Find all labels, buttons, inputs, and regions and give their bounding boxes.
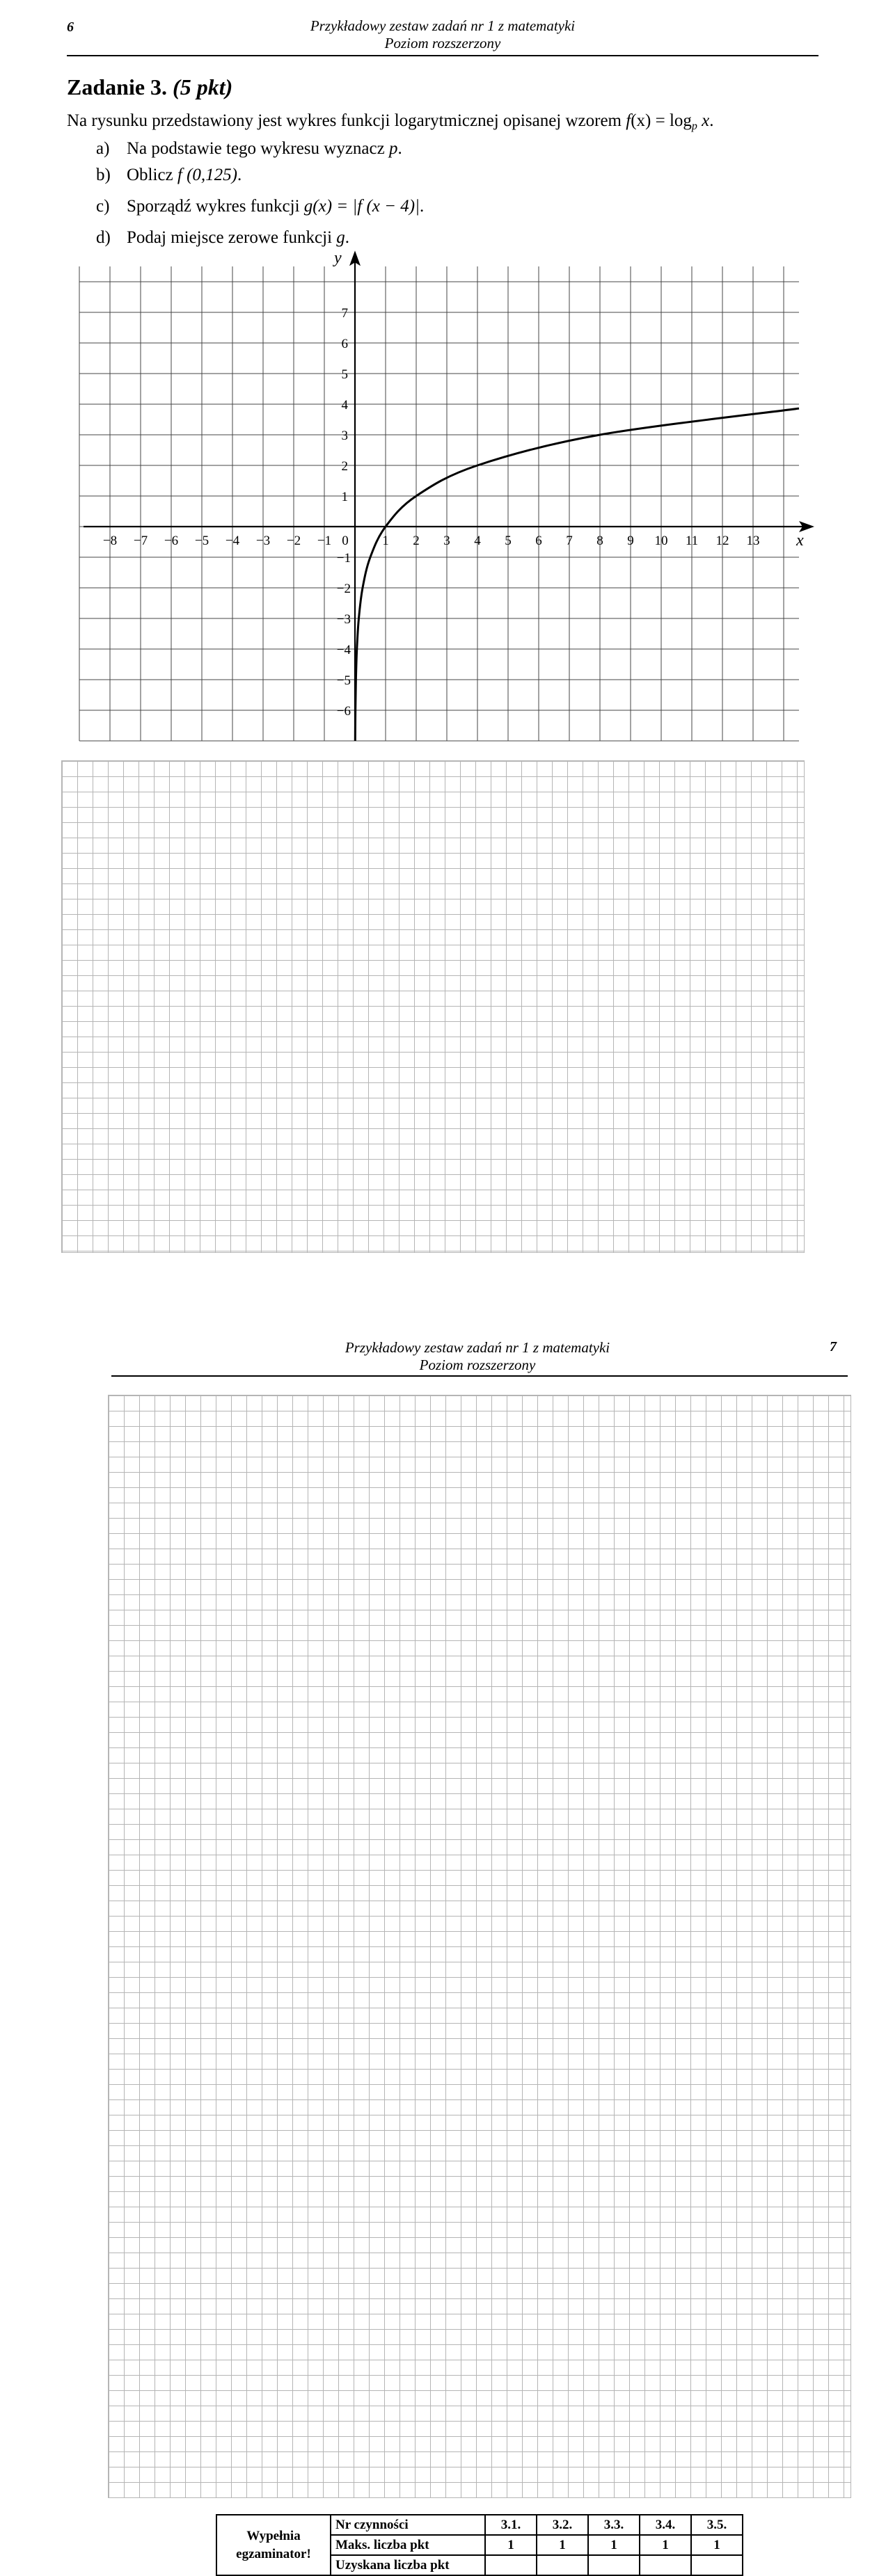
y-tick-label: −1: [336, 551, 351, 566]
x-tick-label: 0: [342, 534, 349, 548]
formula-var: x: [702, 111, 710, 130]
item-text: Oblicz: [127, 166, 177, 184]
item-text: Sporządź wykres funkcji: [127, 197, 304, 216]
x-tick-label: −3: [255, 534, 271, 548]
activity-cell: 3.3.: [588, 2515, 640, 2535]
x-tick-label: 2: [413, 534, 420, 548]
y-tick-label: 1: [341, 490, 348, 504]
item-var: g: [336, 228, 345, 247]
item-math: f (0,125): [177, 166, 237, 184]
answer-grid-page6: [61, 760, 805, 1253]
item-tail: .: [419, 197, 425, 216]
y-tick-label: −5: [336, 673, 351, 688]
y-tick-label: −4: [336, 643, 351, 657]
formula-end: .: [709, 111, 714, 130]
item-label: a): [96, 139, 110, 158]
obtained-points-cell[interactable]: [640, 2555, 691, 2575]
task-title: [67, 74, 232, 100]
item-label: c): [96, 197, 110, 216]
item-text: Podaj miejsce zerowe funkcji: [127, 228, 337, 247]
y-tick-label: 3: [341, 429, 348, 443]
item-text: Na podstawie tego wykresu wyznacz: [127, 139, 389, 158]
intro-formula: [626, 111, 713, 130]
activity-cell: 3.2.: [537, 2515, 588, 2535]
item-tail: .: [397, 139, 402, 158]
y-tick-label: 5: [341, 367, 348, 382]
x-tick-label: 9: [627, 534, 634, 548]
formula-base: p: [691, 120, 697, 132]
x-tick-label: 1: [382, 534, 389, 548]
obtained-points-cell[interactable]: [588, 2555, 640, 2575]
score-lead-line1: Wypełnia: [246, 2528, 301, 2543]
x-tick-label: 13: [746, 534, 760, 548]
item-var: p: [388, 139, 398, 158]
y-tick-label: 4: [341, 398, 348, 413]
formula-f: f: [626, 111, 631, 130]
max-points-cell: 1: [691, 2535, 743, 2555]
task-points: (5 pkt): [173, 74, 233, 99]
header-level: Poziom rozszerzony: [384, 35, 501, 51]
y-tick-label: −3: [336, 612, 351, 627]
x-tick-label: −5: [194, 534, 209, 548]
item-d: [96, 228, 349, 248]
y-axis-label: y: [334, 249, 342, 268]
item-label: b): [96, 166, 111, 184]
max-points-cell: 1: [485, 2535, 537, 2555]
item-b: [96, 166, 242, 185]
answer-grid-page7: [108, 1395, 851, 2498]
score-row-label: Maks. liczba pkt: [331, 2535, 485, 2555]
x-tick-label: 4: [474, 534, 481, 548]
max-points-cell: 1: [640, 2535, 691, 2555]
item-a: [96, 139, 402, 159]
header-level: Poziom rozszerzony: [419, 1357, 536, 1373]
max-points-cell: 1: [588, 2535, 640, 2555]
log-function-graph: [63, 249, 804, 748]
page-number-2: 7: [830, 1339, 837, 1354]
x-tick-label: −8: [102, 534, 118, 548]
x-tick-label: −7: [133, 534, 148, 548]
page-number: 6: [67, 19, 74, 35]
item-math: g(x) = |f (x − 4)|: [303, 197, 420, 216]
score-lead: [216, 2515, 331, 2575]
activity-cell: 3.4.: [640, 2515, 691, 2535]
formula-log: (x) = log: [631, 111, 692, 130]
x-tick-label: −6: [164, 534, 179, 548]
activity-cell: 3.5.: [691, 2515, 743, 2535]
x-tick-label: −4: [225, 534, 240, 548]
y-tick-label: −6: [336, 704, 351, 719]
log-curve: [355, 408, 799, 741]
item-c: [96, 197, 424, 216]
item-tail: .: [345, 228, 350, 247]
y-tick-label: −2: [336, 582, 351, 596]
x-tick-label: 11: [685, 534, 699, 548]
obtained-points-cell[interactable]: [691, 2555, 743, 2575]
header-rule: [67, 55, 818, 56]
score-lead-line2: egzaminator!: [236, 2546, 311, 2561]
header-rule-2: [111, 1375, 848, 1377]
y-tick-label: 2: [341, 459, 348, 474]
task-number: Zadanie 3.: [67, 74, 168, 99]
item-tail: .: [237, 166, 242, 184]
x-axis-label: x: [796, 531, 804, 550]
task-intro: [67, 111, 714, 133]
x-tick-label: 5: [505, 534, 512, 548]
score-table: [216, 2514, 743, 2576]
x-tick-label: −2: [286, 534, 301, 548]
obtained-points-cell[interactable]: [537, 2555, 588, 2575]
page-header: [234, 17, 651, 52]
item-label: d): [96, 228, 111, 247]
y-tick-label: 7: [341, 306, 348, 321]
x-tick-label: 3: [443, 534, 450, 548]
page-header-2: [262, 1339, 693, 1374]
header-title: Przykładowy zestaw zadań nr 1 z matematyki: [310, 17, 576, 34]
obtained-points-cell[interactable]: [485, 2555, 537, 2575]
score-row-label: Nr czynności: [331, 2515, 485, 2535]
score-row-activity: [216, 2515, 743, 2535]
x-tick-label: 6: [535, 534, 542, 548]
x-tick-label: 12: [715, 534, 729, 548]
x-tick-label: 8: [596, 534, 603, 548]
y-tick-label: 6: [341, 337, 348, 351]
x-tick-label: 7: [566, 534, 573, 548]
intro-text: Na rysunku przedstawiony jest wykres funkcji logarytmicznej opisanej wzorem: [67, 111, 622, 130]
x-tick-label: 10: [654, 534, 668, 548]
x-tick-label: −1: [317, 534, 332, 548]
max-points-cell: 1: [537, 2535, 588, 2555]
header-title: Przykładowy zestaw zadań nr 1 z matematyki: [345, 1339, 610, 1356]
activity-cell: 3.1.: [485, 2515, 537, 2535]
score-row-label: Uzyskana liczba pkt: [331, 2555, 485, 2575]
